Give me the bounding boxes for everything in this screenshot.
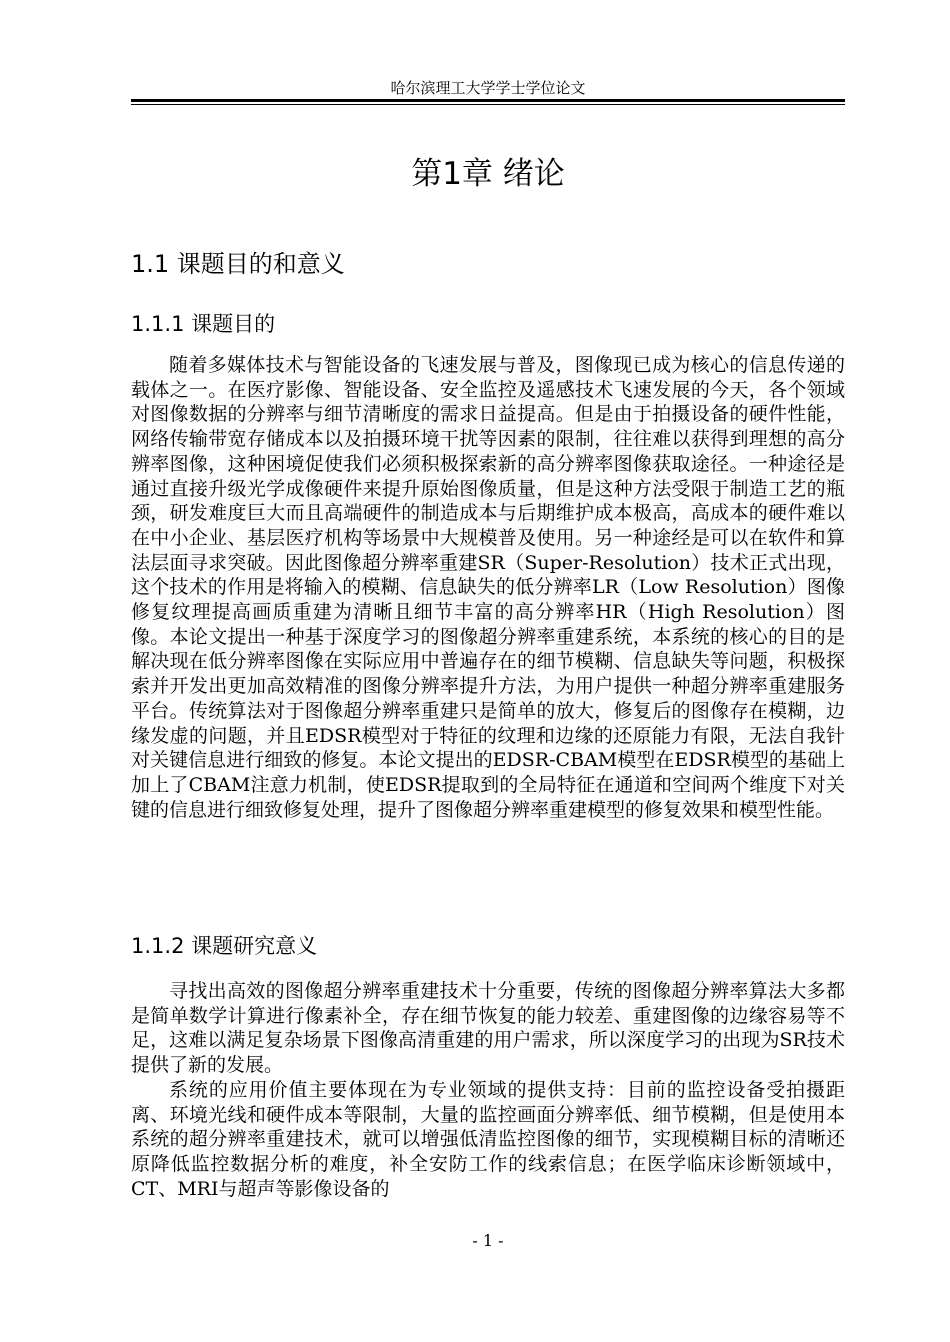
- section-heading-1-1-1: 1.1.1 课题目的: [131, 312, 276, 336]
- page-number: - 1 -: [472, 1231, 504, 1250]
- paragraph-significance-2: 系统的应用价值主要体现在为专业领域的提供支持：目前的监控设备受拍摄距离、环境光线和硬件成本等限制，大量的监控画面分辨率低、细节模糊，但是使用本系统的超分辨率重建技术，就可以增强低清监控图像的细节，实现模糊目标的清晰还原降低监控数据分析的难度，补全安防工作的线索信息；在医学临床诊断领域中，CT、MRI与超声等影像设备的: [131, 1079, 845, 1200]
- header-rule-thin: [131, 104, 845, 105]
- paragraph-significance-1: 寻找出高效的图像超分辨率重建技术十分重要，传统的图像超分辨率算法大多都是简单数学计算进行像素补全，存在细节恢复的能力较差、重建图像的边缘容易等不足，这难以满足复杂场景下图像高清重建的用户需求，所以深度学习的出现为SR技术提供了新的发展。: [131, 980, 845, 1077]
- section-heading-1-1: 1.1 课题目的和意义: [131, 250, 345, 278]
- header-rule-thick: [131, 99, 845, 102]
- chapter-title: 第1章 绪论: [411, 156, 565, 192]
- section-heading-1-1-2: 1.1.2 课题研究意义: [131, 934, 318, 958]
- running-header: 哈尔滨理工大学学士学位论文: [390, 79, 586, 97]
- paragraph-purpose: 随着多媒体技术与智能设备的飞速发展与普及，图像现已成为核心的信息传递的载体之一。在医疗影像、智能设备、安全监控及遥感技术飞速发展的今天，各个领域对图像数据的分辨率与细节清晰度的需求日益提高。但是由于拍摄设备的硬件性能，网络传输带宽存储成本以及拍摄环境干扰等因素的限制，往往难以获得到理想的高分辨率图像，这种困境促使我们必须积极探索新的高分辨率图像获取途径。一种途径是通过直接升级光学成像硬件来提升原始图像质量，但是这种方法受限于制造工艺的瓶颈，研发难度巨大而且高端硬件的制造成本与后期维护成本极高，高成本的硬件难以在中小企业、基层医疗机构等场景中大规模普及使用。另一种途经是可以在软件和算法层面寻求突破。因此图像超分辨率重建SR（Super-Resolution）技术正式出现，这个技术的作用是将输入的模糊、信息缺失的低分辨率LR（Low Resolution）图像修复纹理提高画质重建为清晰且细节丰富的高分辨率HR（High Resolution）图像。本论文提出一种基于深度学习的图像超分辨率重建系统，本系统的核心的目的是解决现在低分辨率图像在实际应用中普遍存在的细节模糊、信息缺失等问题，积极探索并开发出更加高效精准的图像分辨率提升方法，为用户提供一种超分辨率重建服务平台。传统算法对于图像超分辨率重建只是简单的放大，修复后的图像存在模糊，边缘发虚的问题，并且EDSR模型对于特征的纹理和边缘的还原能力有限，无法自我针对关键信息进行细致的修复。本论文提出的EDSR-CBAM模型在EDSR模型的基础上加上了CBAM注意力机制，使EDSR提取到的全局特征在通道和空间两个维度下对关键的信息进行细致修复处理，提升了图像超分辨率重建模型的修复效果和模型性能。: [131, 354, 845, 821]
